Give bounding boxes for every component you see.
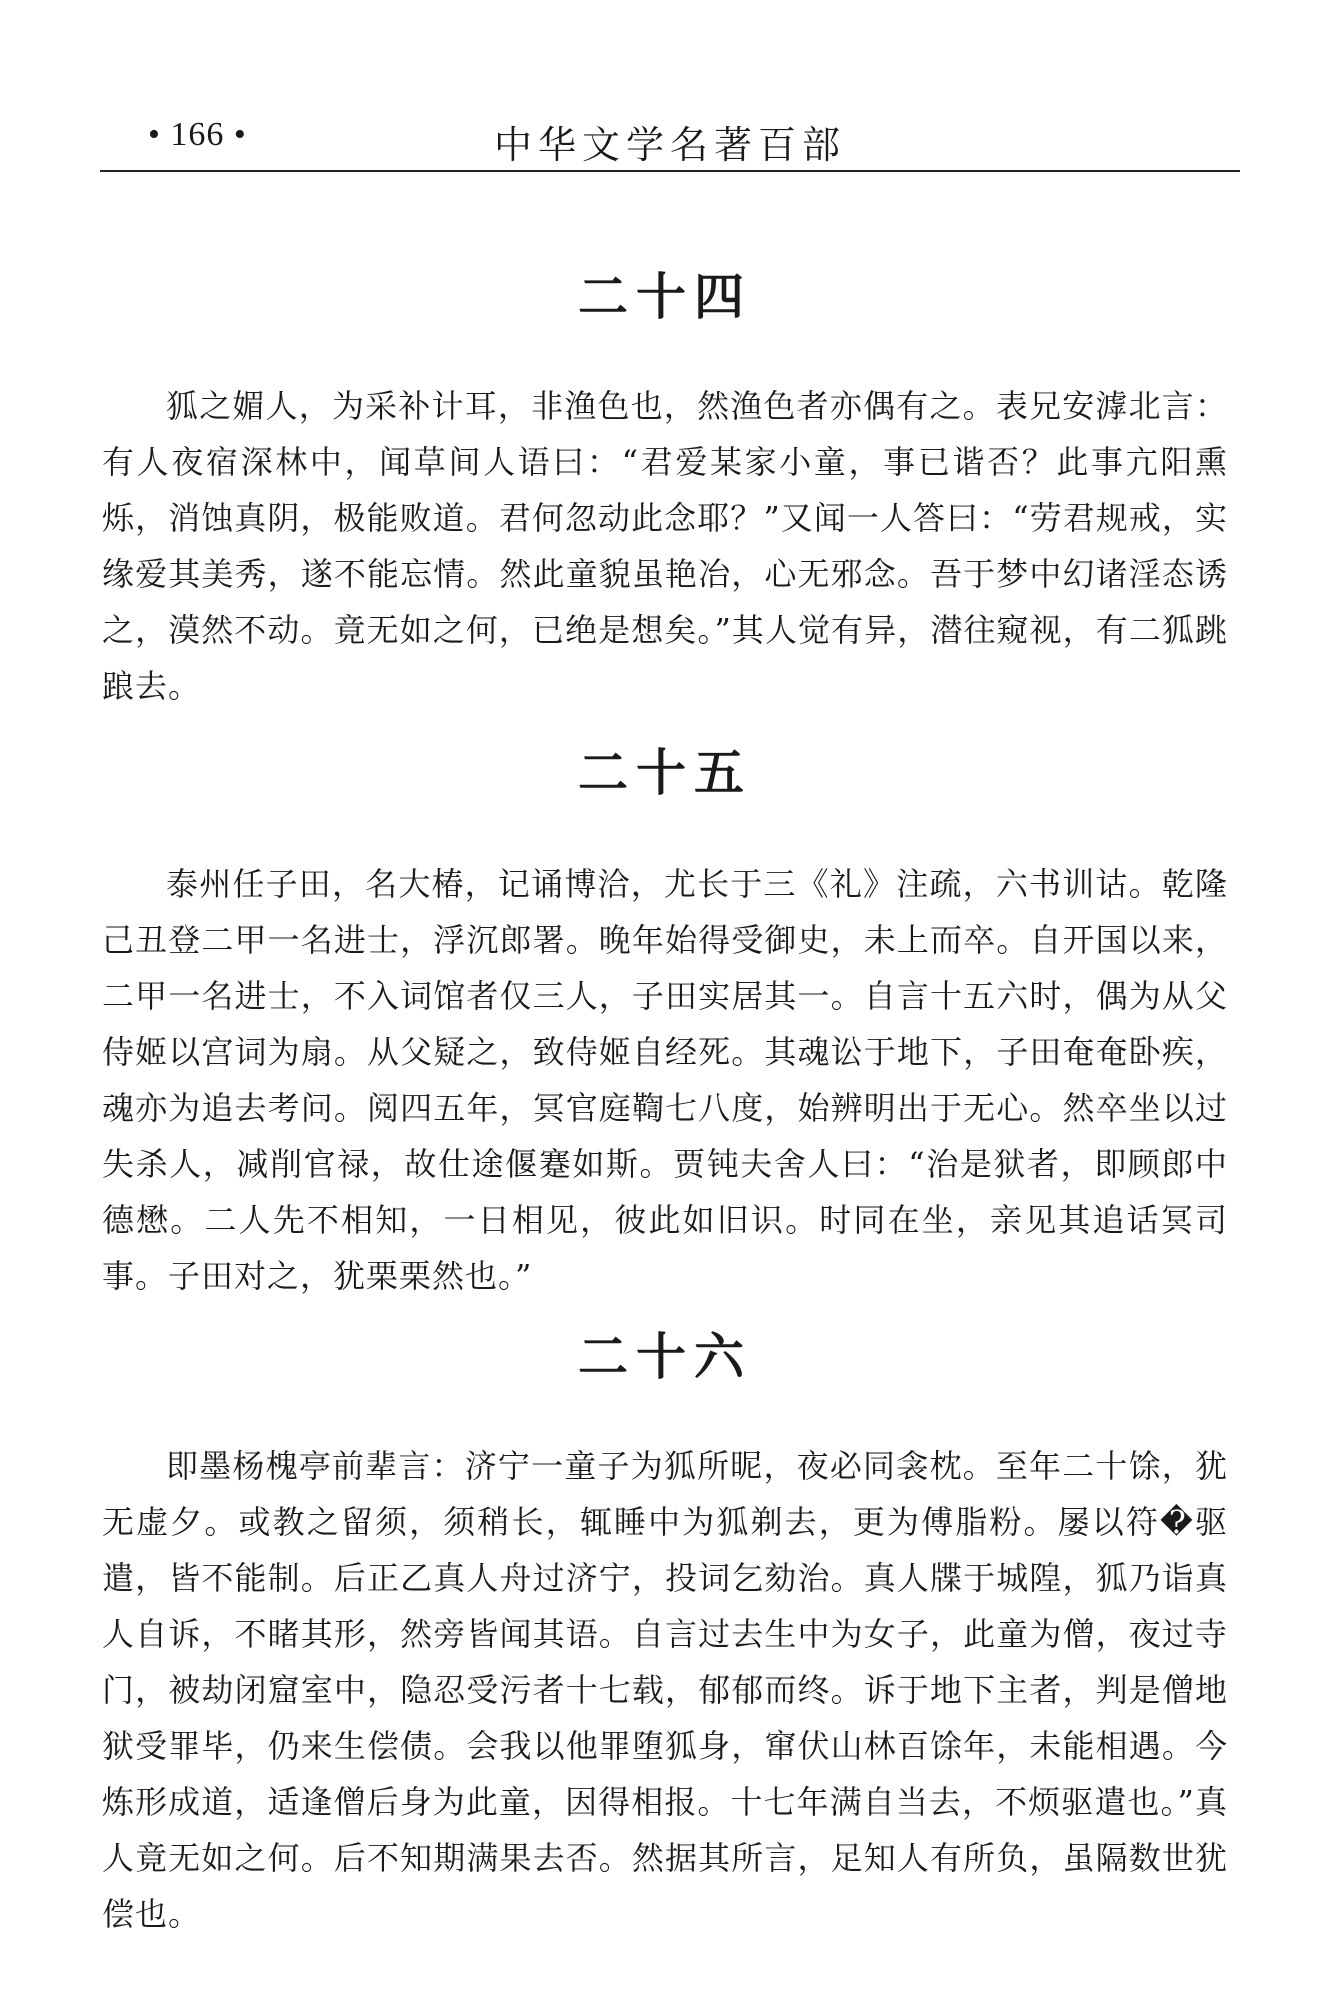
section-title: 二十六 (578, 1328, 752, 1386)
page-number: • 166 • (148, 116, 247, 153)
section-26 (102, 1322, 1228, 1942)
section-title: 二十四 (578, 268, 752, 326)
book-title: 中华文学名著百部 (493, 123, 846, 167)
header-divider (100, 170, 1240, 172)
section-text: 泰州任子田，名大椿，记诵博洽，尤长于三《礼》注疏，六书训诂。乾隆己丑登二甲一名进士，浮沉郎署。晚年始得受御史，未上而卒。自开国以来，二甲一名进士，不入词馆者仅三人，子田实居其一。自言十五六时，偶为从父侍姬以宫词为扇。从父疑之，致侍姬自经死。其魂讼于地下，子田奄奄卧疾，魂亦为追去考问。阅四五年，冥官庭鞫七八度，始辨明出于无心。然卒坐以过失杀人，减削官禄，故仕途偃蹇如斯。贾钝夫舍人曰：“治是狱者，即顾郎中德懋。二人先不相知，一日相见，彼此如旧识。时同在坐，亲见其追话冥司事。子田对之，犹栗栗然也。” (102, 865, 1228, 1295)
section-text: 狐之媚人，为采补计耳，非渔色也，然渔色者亦偶有之。表兄安滹北言：有人夜宿深林中，闻草间人语曰：“君爱某家小童，事已谐否？此事亢阳熏烁，消蚀真阴，极能败道。君何忽动此念耶？”又闻一人答曰：“劳君规戒，实缘爱其美秀，遂不能忘情。然此童貌虽艳冶，心无邪念。吾于梦中幻诸淫态诱之，漠然不动。竟无如之何，已绝是想矣。”其人觉有异，潜往窥视，有二狐跳踉去。 (102, 387, 1228, 705)
section-25 (102, 738, 1228, 1304)
page-header (100, 108, 1240, 168)
section-text: 即墨杨槐亭前辈言：济宁一童子为狐所昵，夜必同衾枕。至年二十馀，犹无虚夕。或教之留须，须稍长，辄睡中为狐剃去，更为傅脂粉。屡以符�驱遣，皆不能制。后正乙真人舟过济宁，投词乞劾治。真人牒于城隍，狐乃诣真人自诉，不睹其形，然旁皆闻其语。自言过去生中为女子，此童为僧，夜过寺门，被劫闭窟室中，隐忍受污者十七载，郁郁而终。诉于地下主者，判是僧地狱受罪毕，仍来生偿债。会我以他罪堕狐身，窜伏山林百馀年，未能相遇。今炼形成道，适逢僧后身为此童，因得相报。十七年满自当去，不烦驱遣也。”真人竟无如之何。后不知期满果去否。然据其所言，足知人有所负，虽隔数世犹偿也。 (102, 1447, 1228, 1933)
section-title: 二十五 (578, 744, 752, 802)
section-24 (102, 262, 1228, 714)
